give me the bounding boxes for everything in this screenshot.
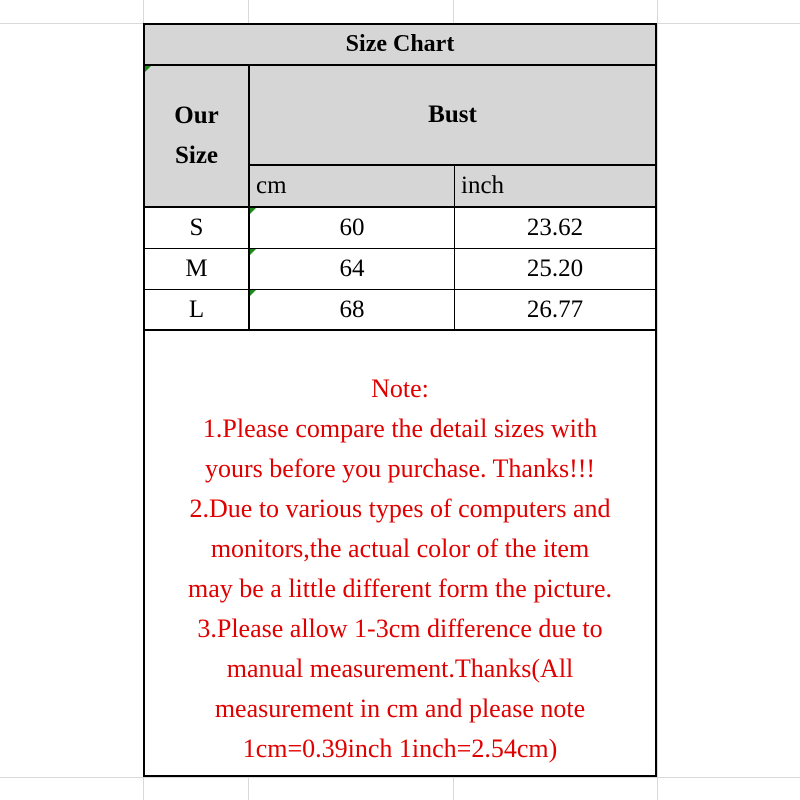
table-title: Size Chart: [145, 25, 655, 66]
cell-marker-icon: [250, 249, 256, 255]
our-size-header-line1: Our: [174, 102, 219, 129]
gridline: [0, 777, 800, 778]
size-chart-table: [143, 23, 657, 777]
note-line: monitors,the actual color of the item: [210, 534, 590, 563]
our-size-header-line2: Size: [174, 142, 219, 169]
unit-inch-header: inch: [455, 166, 655, 208]
cm-cell: 60: [250, 208, 455, 249]
note-line: manual measurement.Thanks(All: [226, 654, 574, 683]
bust-header: Bust: [250, 66, 655, 166]
note-line: measurement in cm and please note: [214, 694, 586, 723]
note-line: 3.Please allow 1-3cm difference due to: [197, 614, 603, 643]
size-cell: M: [145, 249, 250, 290]
gridline: [657, 0, 658, 800]
cm-cell: 64: [250, 249, 455, 290]
note-line: yours before you purchase. Thanks!!!: [204, 454, 596, 483]
size-cell: L: [145, 290, 250, 331]
cell-marker-icon: [250, 208, 256, 214]
unit-cm-header: cm: [250, 166, 455, 208]
note-line: may be a little different form the picture.: [187, 574, 613, 603]
inch-cell: 26.77: [455, 290, 655, 331]
note-line: 2.Due to various types of computers and: [189, 494, 611, 523]
inch-cell: 25.20: [455, 249, 655, 290]
inch-cell: 23.62: [455, 208, 655, 249]
cell-marker-icon: [250, 290, 256, 296]
our-size-header: [145, 66, 250, 208]
cm-cell: 68: [250, 290, 455, 331]
note-line: 1.Please compare the detail sizes with: [202, 414, 598, 443]
size-cell: S: [145, 208, 250, 249]
cell-marker-icon: [145, 66, 151, 72]
note-block: [145, 331, 655, 775]
note-line: Note:: [371, 374, 429, 403]
note-line: 1cm=0.39inch 1inch=2.54cm): [242, 734, 558, 763]
